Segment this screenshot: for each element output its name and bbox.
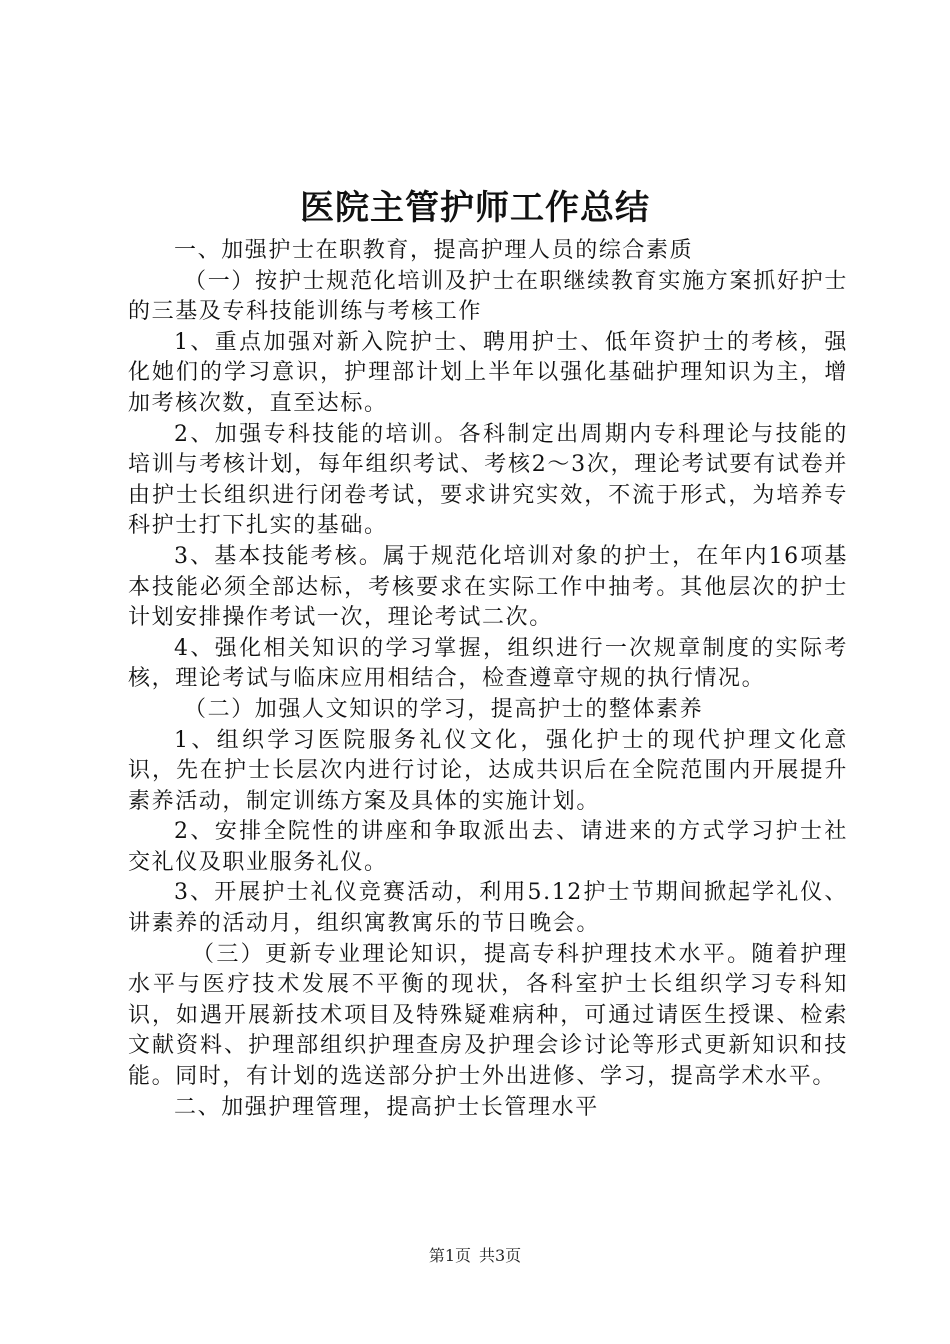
page-total: 共3页 [479,1246,522,1265]
subsection-paragraph-3: （三）更新专业理论知识，提高专科护理技术水平。随着护理水平与医疗技术发展不平衡的现状，各科室护士长组织学习专科知识，如遇开展新技术项目及特殊疑难病种，可通过请医生授课、检索文献资料、护理部组织护理查房及护理会诊讨论等形式更新知识和技能。同时，有计划的选送部分护士外出进修、学习，提高学术水平。 [128,941,848,1090]
document-body [128,236,848,1123]
paragraph-item: 1、组织学习医院服务礼仪文化，强化护士的现代护理文化意识，先在护士长层次内进行讨论，达成共识后在全院范围内开展提升素养活动，制定训练方案及具体的实施计划。 [128,727,848,814]
paragraph-item: 3、基本技能考核。属于规范化培训对象的护士，在年内16项基本技能必须全部达标，考核要求在实际工作中抽考。其他层次的护士计划安排操作考试一次，理论考试二次。 [128,543,848,631]
subsection-heading-2: （二）加强人文知识的学习，提高护士的整体素养 [184,696,704,722]
paragraph-item: 4、强化相关知识的学习掌握，组织进行一次规章制度的实际考核，理论考试与临床应用相结合，检查遵章守规的执行情况。 [128,635,848,692]
paragraph-item: 2、加强专科技能的培训。各科制定出周期内专科理论与技能的培训与考核计划，每年组织考试、考核2～3次，理论考试要有试卷并由护士长组织进行闭卷考试，要求讲究实效，不流于形式，为培养专科护士打下扎实的基础。 [128,421,848,539]
section-heading-1: 一、加强护士在职教育，提高护理人员的综合素质 [174,238,694,263]
paragraph-item: 2、安排全院性的讲座和争取派出去、请进来的方式学习护士社交礼仪及职业服务礼仪。 [128,819,848,875]
paragraph-item: 3、开展护士礼仪竞赛活动，利用5.12护士节期间掀起学礼仪、讲素养的活动月，组织寓教寓乐的节日晚会。 [128,880,848,937]
paragraph-item: 1、重点加强对新入院护士、聘用护士、低年资护士的考核，强化她们的学习意识，护理部计划上半年以强化基础护理知识为主，增加考核次数，直至达标。 [128,329,848,416]
document-title: 医院主管护师工作总结 [300,188,650,228]
page-number: 第1页 [428,1246,471,1265]
subsection-heading-1: （一）按护士规范化培训及护士在职继续教育实施方案抓好护士的三基及专科技能训练与考核工作 [128,268,848,325]
section-heading-2: 二、加强护理管理，提高护士长管理水平 [174,1094,599,1120]
page-footer [0,1245,950,1267]
